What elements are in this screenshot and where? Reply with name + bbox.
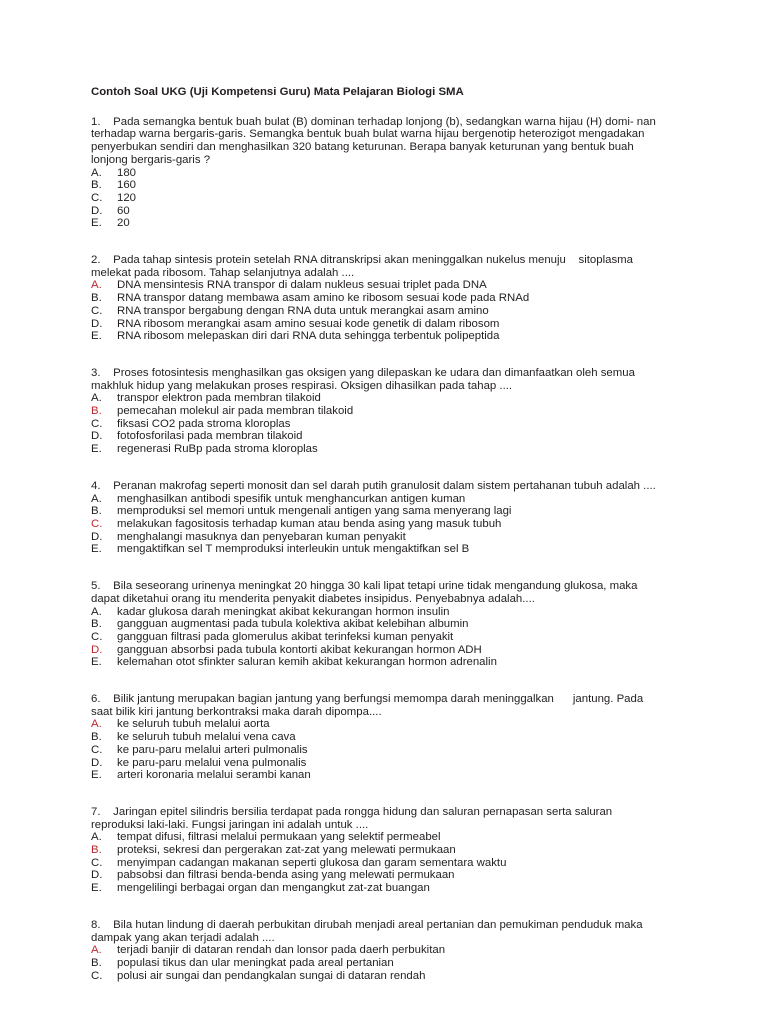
question-text-line: saat bilik kiri jantung berkontraksi maka darah dipompa....	[91, 705, 382, 718]
answer-option-text: kelemahan otot sfinkter saluran kemih akibat kekurangan hormon adrenalin	[117, 656, 497, 669]
answer-option	[91, 606, 681, 619]
question-text-line: 3. Proses fotosintesis menghasilkan gas oksigen yang dilepaskan ke udara dan dimanfaatkan oleh semua	[91, 366, 635, 379]
answer-option-letter-marked: A.	[91, 279, 102, 292]
answer-option-text: gangguan filtrasi pada glomerulus akibat terinfeksi kuman penyakit	[117, 630, 454, 643]
answer-option-letter: C.	[91, 856, 103, 869]
answer-option	[91, 644, 681, 657]
answer-option-letter: A.	[91, 492, 102, 505]
answer-option-letter: B.	[91, 179, 102, 192]
answer-option-text: ke seluruh tubuh melalui aorta	[117, 718, 270, 731]
answer-option	[91, 192, 681, 205]
question-text-line: makhluk hidup yang melakukan proses respirasi. Oksigen dihasilkan pada tahap ....	[91, 379, 513, 392]
answer-option-text: RNA ribosom merangkai asam amino sesuai kode genetik di dalam ribosom	[117, 317, 500, 330]
answer-option-letter: E.	[91, 769, 102, 782]
answer-option-letter: B.	[91, 956, 102, 969]
answer-option	[91, 217, 681, 230]
answer-option-letter: E.	[91, 882, 102, 895]
answer-option-letter: A.	[91, 831, 102, 844]
answer-option-letter: D.	[91, 756, 103, 769]
question-text-line: 2. Pada tahap sintesis protein setelah RNA ditranskripsi akan meninggalkan nukelus menuju sitoplasma	[91, 254, 633, 267]
answer-option	[91, 205, 681, 218]
question-text	[91, 480, 681, 493]
answer-option	[91, 305, 681, 318]
document-page	[91, 86, 681, 1006]
answer-option-letter-marked: A.	[91, 944, 102, 957]
answer-option-letter: D.	[91, 430, 103, 443]
answer-option-letter-marked: A.	[91, 718, 102, 731]
answer-option-text: gangguan augmentasi pada tubula kolektiva akibat kelebihan albumin	[117, 618, 469, 631]
question-1	[91, 116, 681, 230]
answer-option	[91, 330, 681, 343]
answer-option-text: DNA mensintesis RNA transpor di dalam nukleus sesuai triplet pada DNA	[117, 279, 487, 292]
answer-option	[91, 292, 681, 305]
answer-option	[91, 443, 681, 456]
answer-option-letter: D.	[91, 530, 103, 543]
answer-option-letter: C.	[91, 191, 103, 204]
answer-option-text: memproduksi sel memori untuk mengenali antigen yang sama menyerang lagi	[117, 505, 512, 518]
answer-option-letter: B.	[91, 731, 102, 744]
question-text-line: melekat pada ribosom. Tahap selanjutnya adalah ....	[91, 266, 355, 279]
answer-option-text: terjadi banjir di dataran rendah dan lonsor pada daerh perbukitan	[117, 944, 446, 957]
answer-option-letter: E.	[91, 543, 102, 556]
answer-option	[91, 405, 681, 418]
answer-option-letter: C.	[91, 630, 103, 643]
answer-option	[91, 844, 681, 857]
answer-option-text: mengelilingi berbagai organ dan mengangkut zat-zat buangan	[117, 882, 430, 895]
answer-option-letter: C.	[91, 304, 103, 317]
question-8	[91, 919, 681, 983]
answer-option	[91, 757, 681, 770]
question-text	[91, 367, 681, 392]
question-list	[91, 116, 681, 983]
answer-option-text: menghalangi masuknya dan penyebaran kuman penyakit	[117, 530, 406, 543]
answer-option-text: fiksasi CO2 pada stroma kloroplas	[117, 417, 291, 430]
answer-option-text: arteri koronaria melalui serambi kanan	[117, 769, 311, 782]
question-text-line: reproduksi laki-laki. Fungsi jaringan ini adalah untuk ....	[91, 818, 369, 831]
answer-option-text: RNA transpor bergabung dengan RNA duta untuk merangkai asam amino	[117, 304, 489, 317]
question-text-line: 5. Bila seseorang urinenya meningkat 20 hingga 30 kali lipat tetapi urine tidak mengandung glukosa, maka	[91, 580, 638, 593]
question-text-line: penyerbukan sendiri dan menghasilkan 320 batang keturunan. Berapa banyak keturunan yang bentuk buah	[91, 141, 634, 154]
answer-option-text: mengaktifkan sel T memproduksi interleukin untuk mengaktifkan sel B	[117, 543, 470, 556]
question-text-line: 4. Peranan makrofag seperti monosit dan sel darah putih granulosit dalam sistem pertahanan tubuh adalah ....	[91, 479, 656, 492]
answer-option-text: menyimpan cadangan makanan seperti glukosa dan garam sementara waktu	[117, 856, 507, 869]
answer-option	[91, 744, 681, 757]
question-text	[91, 116, 681, 167]
question-text-line: 8. Bila hutan lindung di daerah perbukitan dirubah menjadi areal pertanian dan pemukiman penduduk maka	[91, 918, 643, 931]
answer-option-letter: C.	[91, 417, 103, 430]
answer-option	[91, 518, 681, 531]
answer-option-letter: E.	[91, 217, 102, 230]
answer-option-text: 180	[117, 166, 137, 179]
answer-option-text: 160	[117, 179, 137, 192]
question-text	[91, 580, 681, 605]
question-text-line: 6. Bilik jantung merupakan bagian jantung yang berfungsi memompa darah meninggalkan jantung. Pada	[91, 693, 644, 706]
answer-option	[91, 179, 681, 192]
answer-option	[91, 631, 681, 644]
question-text-line: dapat diketahui orang itu menderita penyakit diabetes insipidus. Penyebabnya adalah....	[91, 592, 535, 605]
answer-option-text: tempat difusi, filtrasi melalui permukaan yang selektif permeabel	[117, 831, 441, 844]
answer-option-text: ke paru-paru melalui vena pulmonalis	[117, 756, 307, 769]
answer-option-text: ke seluruh tubuh melalui vena cava	[117, 731, 296, 744]
answer-option	[91, 543, 681, 556]
question-text-line: 7. Jaringan epitel silindris bersilia terdapat pada rongga hidung dan saluran pernapasan serta saluran	[91, 805, 613, 818]
answer-option-letter: C.	[91, 969, 103, 982]
answer-option	[91, 718, 681, 731]
answer-option	[91, 731, 681, 744]
question-5	[91, 580, 681, 669]
answer-option-text: 120	[117, 191, 137, 204]
answer-option-text: menghasilkan antibodi spesifik untuk menghancurkan antigen kuman	[117, 492, 466, 505]
answer-option-text: 20	[117, 217, 130, 230]
answer-option-text: melakukan fagositosis terhadap kuman atau benda asing yang masuk tubuh	[117, 517, 502, 530]
answer-option-letter: E.	[91, 330, 102, 343]
answer-option	[91, 418, 681, 431]
answer-option	[91, 392, 681, 405]
answer-option	[91, 769, 681, 782]
answer-option	[91, 944, 681, 957]
answer-option-letter: A.	[91, 392, 102, 405]
answer-option	[91, 869, 681, 882]
question-text	[91, 919, 681, 944]
answer-option-text: polusi air sungai dan pendangkalan sungai di dataran rendah	[117, 969, 426, 982]
answer-option-letter: B.	[91, 292, 102, 305]
answer-option-text: RNA transpor datang membawa asam amino ke ribosom sesuai kode pada RNAd	[117, 292, 530, 305]
answer-option-letter: A.	[91, 166, 102, 179]
answer-option	[91, 505, 681, 518]
answer-option-letter: B.	[91, 505, 102, 518]
question-text	[91, 806, 681, 831]
answer-option	[91, 430, 681, 443]
answer-option	[91, 957, 681, 970]
answer-option-text: fotofosforilasi pada membran tilakoid	[117, 430, 303, 443]
answer-option	[91, 882, 681, 895]
answer-option	[91, 493, 681, 506]
answer-option-text: ke paru-paru melalui arteri pulmonalis	[117, 743, 308, 756]
document-title: Contoh Soal UKG (Uji Kompetensi Guru) Mata Pelajaran Biologi SMA	[91, 86, 464, 98]
question-7	[91, 806, 681, 895]
question-text-line: terhadap warna bergaris-garis. Semangka bentuk buah bulat warna hijau bergenotip heterozigot mengadakan	[91, 128, 645, 141]
answer-option-letter: D.	[91, 204, 103, 217]
question-text-line: 1. Pada semangka bentuk buah bulat (B) dominan terhadap lonjong (b), sedangkan warna hijau (H) domi- nan	[91, 115, 656, 128]
answer-option	[91, 167, 681, 180]
question-6	[91, 693, 681, 782]
answer-option-text: RNA ribosom melepaskan diri dari RNA duta sehingga terbentuk polipeptida	[117, 330, 500, 343]
question-3	[91, 367, 681, 456]
question-text	[91, 254, 681, 279]
question-2	[91, 254, 681, 343]
answer-option-text: kadar glukosa darah meningkat akibat kekurangan hormon insulin	[117, 605, 450, 618]
answer-option-letter-marked: D.	[91, 643, 103, 656]
answer-option-letter-marked: B.	[91, 405, 102, 418]
answer-option-letter: A.	[91, 605, 102, 618]
question-text-line: dampak yang akan terjadi adalah ....	[91, 931, 275, 944]
answer-option-text: populasi tikus dan ular meningkat pada areal pertanian	[117, 956, 394, 969]
answer-option-text: regenerasi RuBp pada stroma kloroplas	[117, 443, 318, 456]
answer-option-text: pabsobsi dan filtrasi benda-benda asing yang melewati permukaan	[117, 869, 455, 882]
answer-option	[91, 318, 681, 331]
answer-option-letter: C.	[91, 743, 103, 756]
question-4	[91, 480, 681, 556]
answer-option-letter: E.	[91, 443, 102, 456]
answer-option-letter: D.	[91, 869, 103, 882]
answer-option	[91, 531, 681, 544]
answer-option	[91, 970, 681, 983]
answer-option-letter: D.	[91, 317, 103, 330]
answer-option	[91, 618, 681, 631]
answer-option-text: transpor elektron pada membran tilakoid	[117, 392, 321, 405]
answer-option-letter: B.	[91, 618, 102, 631]
answer-option-text: 60	[117, 204, 130, 217]
answer-option-letter-marked: C.	[91, 517, 103, 530]
answer-option	[91, 831, 681, 844]
answer-option-text: pemecahan molekul air pada membran tilakoid	[117, 405, 354, 418]
answer-option-text: gangguan absorbsi pada tubula kontorti akibat kekurangan hormon ADH	[117, 643, 482, 656]
question-text-line: lonjong bergaris-garis ?	[91, 153, 211, 166]
answer-option	[91, 656, 681, 669]
answer-option-letter: E.	[91, 656, 102, 669]
answer-option	[91, 857, 681, 870]
answer-option-text: proteksi, sekresi dan pergerakan zat-zat yang melewati permukaan	[117, 844, 456, 857]
answer-option	[91, 279, 681, 292]
answer-option-letter-marked: B.	[91, 844, 102, 857]
question-text	[91, 693, 681, 718]
